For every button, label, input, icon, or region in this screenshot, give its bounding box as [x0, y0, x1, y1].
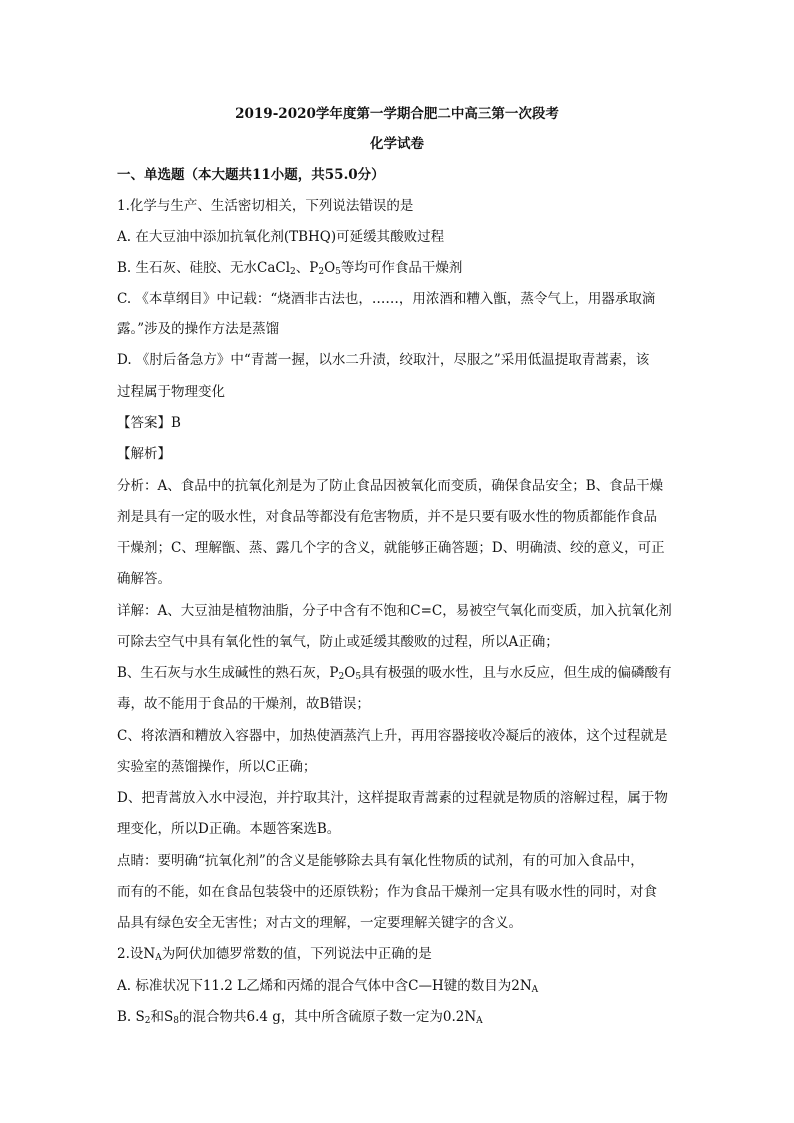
q1-option-d-line2: 过程属于物理变化: [117, 384, 225, 400]
q1-fenxi-line2: 剂是具有一定的吸水性，对食品等都没有危害物质，并不是只要有吸水性的物质都能作食品: [117, 509, 657, 525]
q1-answer: 【答案】B: [117, 415, 181, 431]
q1-dianjing-line2: 而有的不能，如在食品包装袋中的还原铁粉；作为食品干燥剂一定具有吸水性的同时，对食: [117, 884, 657, 900]
q1-dianjing-line1: 点睛：要明确“抗氧化剂”的含义是能够除去具有氧化性物质的试剂，有的可加入食品中，: [117, 853, 644, 869]
q1-analysis-label: 【解析】: [117, 446, 171, 462]
section-heading: 一、单选题（本大题共11小题，共55.0分）: [117, 167, 385, 183]
q1-fenxi-line4: 确解答。: [117, 571, 171, 587]
q1-xiangjie-line1: 详解：A、大豆油是植物油脂，分子中含有不饱和C=C，易被空气氧化而变质，加入抗氧化剂: [117, 603, 672, 619]
q1-option-a: A. 在大豆油中添加抗氧化剂(TBHQ)可延缓其酸败过程: [117, 229, 445, 245]
page-title: 2019-2020学年度第一学期合肥二中高三第一次段考: [235, 106, 559, 122]
q1-option-d-line1: D. 《肘后备急方》中“青蒿一握，以水二升渍，绞取汁，尽服之”采用低温提取青蒿素，该: [117, 352, 650, 368]
q1-option-c-line2: 露。”涉及的操作方法是蒸馏: [117, 321, 280, 337]
q1-xiangjie-d-line1: D、把青蒿放入水中浸泡，并拧取其汁，这样提取青蒿素的过程就是物质的溶解过程，属于物: [117, 790, 668, 806]
q1-fenxi-line1: 分析：A、食品中的抗氧化剂是为了防止食品因被氧化而变质，确保食品安全；B、食品干燥: [117, 478, 664, 494]
q1-dianjing-line3: 品具有绿色安全无害性；对古文的理解，一定要理解关键字的含义。: [117, 915, 522, 931]
q1-xiangjie-b-line1: B、生石灰与水生成碱性的熟石灰，$P_2O_5$具有极强的吸水性，且与水反应，但生成的偏磷酸有: [117, 665, 672, 682]
q1-xiangjie-d-line2: 理变化，所以D正确。本题答案选B。: [117, 821, 341, 837]
q1-xiangjie-b-line2: 毒，故不能用于食品的干燥剂，故B错误；: [117, 696, 370, 712]
q2-option-b: B. $S_2$和$S_8$的混合物共6.4 g，其中所含硫原子数一定为$0.2N_A$: [117, 1009, 483, 1026]
q2-stem: 2.设$N_A$为阿伏加德罗常数的值，下列说法中正确的是: [117, 946, 432, 963]
q1-xiangjie-c-line2: 实验室的蒸馏操作，所以C正确；: [117, 759, 317, 775]
q1-xiangjie-c-line1: C、将浓酒和糟放入容器中，加热使酒蒸汽上升，再用容器接收冷凝后的液体，这个过程就是: [117, 728, 668, 744]
q1-xiangjie-line2: 可除去空气中具有氧化性的氧气，防止或延缓其酸败的过程，所以A正确；: [117, 634, 559, 650]
q1-stem: 1.化学与生产、生活密切相关，下列说法错误的是: [117, 198, 414, 214]
page-subtitle: 化学试卷: [370, 136, 424, 152]
q1-option-c-line1: C. 《本草纲目》中记载：“烧酒非古法也，……，用浓酒和糟入甑，蒸令气上，用器承取滴: [117, 291, 656, 307]
q1-fenxi-line3: 干燥剂；C、理解甑、蒸、露几个字的含义，就能够正确答题；D、明确渍、绞的意义，可正: [117, 540, 665, 556]
q1-option-b: B. 生石灰、硅胶、无水CaCl$_2$、$P_2O_5$等均可作食品干燥剂: [117, 260, 463, 277]
q2-option-a: A. 标准状况下11.2 L乙烯和丙烯的混合气体中含C—H键的数目为$2N_A$: [117, 978, 539, 995]
